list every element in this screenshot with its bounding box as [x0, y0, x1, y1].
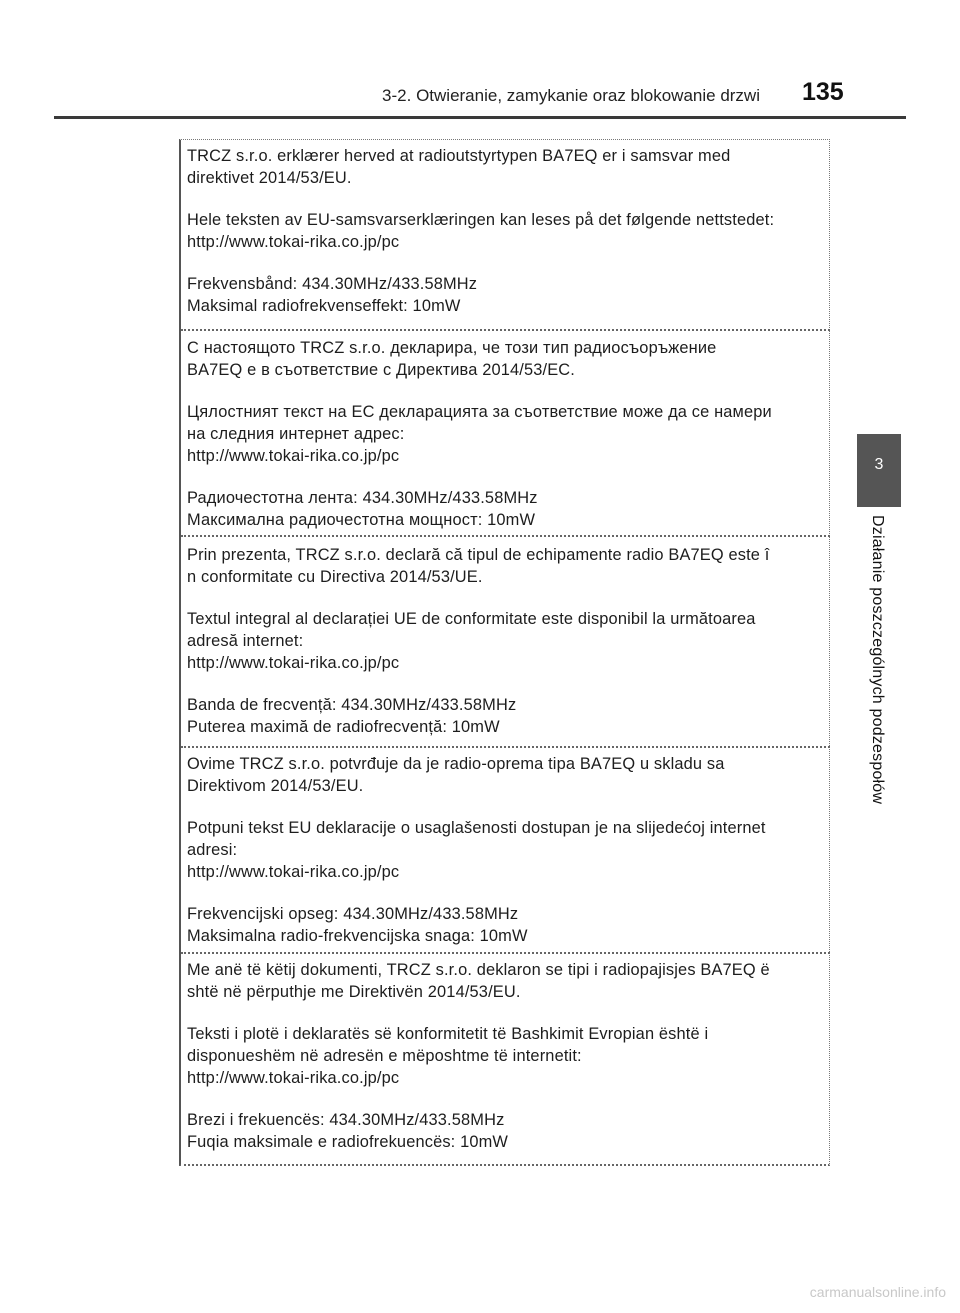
- radio-specs: Радиочестотна лента: 434.30MHz/433.58MHz Максимална радиочестотна мощност: 10mW: [187, 489, 538, 529]
- url-link: http://www.tokai-rika.co.jp/pc: [187, 447, 400, 465]
- section-title: 3-2. Otwieranie, zamykanie oraz blokowanie drzwi: [382, 86, 760, 105]
- url-link: http://www.tokai-rika.co.jp/pc: [187, 1069, 400, 1087]
- declaration-text: Ovime TRCZ s.r.o. potvrđuje da je radio-oprema tipa BA7EQ u skladu sa Direktivom 2014/53/EU.: [187, 755, 725, 795]
- fulltext-notice: Potpuni tekst EU deklaracije o usaglašenosti dostupan je na slijedećoj internet adresi: http://www.tokai-rika.co.jp/pc: [187, 819, 766, 881]
- url-link: http://www.tokai-rika.co.jp/pc: [187, 654, 400, 672]
- radio-specs: Frekvensbånd: 434.30MHz/433.58MHz Maksimal radiofrekvenseffekt: 10mW: [187, 275, 478, 315]
- declaration-text: Me anë të këtij dokumenti, TRCZ s.r.o. deklaron se tipi i radiopajisjes BA7EQ ë shtë në përputhje me Direktivën 2014/53/EU.: [187, 961, 770, 1001]
- fulltext-notice: Textul integral al declarației UE de conformitate este disponibil la următoarea adresă internet: http://www.tokai-rika.co.jp/pc: [187, 610, 756, 672]
- page-number: 135: [802, 78, 844, 106]
- chapter-tab: [857, 434, 901, 507]
- header-rule: [54, 116, 906, 119]
- declaration-text: Prin prezenta, TRCZ s.r.o. declară că tipul de echipamente radio BA7EQ este î n conformitate cu Directiva 2014/53/UE.: [187, 546, 770, 586]
- declaration-section-albanian: [181, 954, 830, 1164]
- url-link: http://www.tokai-rika.co.jp/pc: [187, 233, 400, 251]
- fulltext-notice: Hele teksten av EU-samsvarserklæringen kan leses på det følgende nettstedet: http://www.tokai-rika.co.jp/pc: [187, 211, 775, 251]
- page-header: [0, 72, 960, 112]
- declaration-section-romanian: [181, 537, 830, 748]
- declaration-section-bulgarian: [181, 331, 830, 537]
- chapter-label: Działanie poszczególnych podzespołów: [869, 515, 886, 805]
- fulltext-notice: Teksti i plotë i deklaratës së konformitetit të Bashkimit Evropian është i disponueshëm në adresën e mëposhtme të internetit: http://www.tokai-rika.co.jp/pc: [187, 1025, 709, 1087]
- declaration-text: С настоящото TRCZ s.r.o. декларира, че този тип радиосъоръжение BA7EQ е в съответствие с Директива 2014/53/ЕС.: [187, 339, 717, 379]
- declaration-section-norwegian: [181, 142, 830, 331]
- radio-specs: Brezi i frekuencës: 434.30MHz/433.58MHz Fuqia maksimale e radiofrekuencës: 10mW: [187, 1111, 509, 1151]
- radio-specs: Banda de frecvență: 434.30MHz/433.58MHz Puterea maximă de radiofrecvență: 10mW: [187, 696, 517, 736]
- url-link: http://www.tokai-rika.co.jp/pc: [187, 863, 400, 881]
- declaration-section-bosnian: [181, 748, 830, 954]
- fulltext-notice: Цялостният текст на ЕС декларацията за съответствие може да се намери на следния интернет адрес: http://www.tokai-rika.co.jp/pc: [187, 403, 772, 465]
- declaration-text: TRCZ s.r.o. erklærer herved at radioutstyrtypen BA7EQ er i samsvar med direktivet 2014/53/EU.: [187, 147, 731, 187]
- radio-specs: Frekvencijski opseg: 434.30MHz/433.58MHz Maksimalna radio-frekvencijska snaga: 10mW: [187, 905, 528, 945]
- chapter-number: 3: [874, 456, 884, 473]
- declaration-scan: [179, 139, 830, 1166]
- site-watermark: carmanualsonline.info: [809, 1284, 946, 1300]
